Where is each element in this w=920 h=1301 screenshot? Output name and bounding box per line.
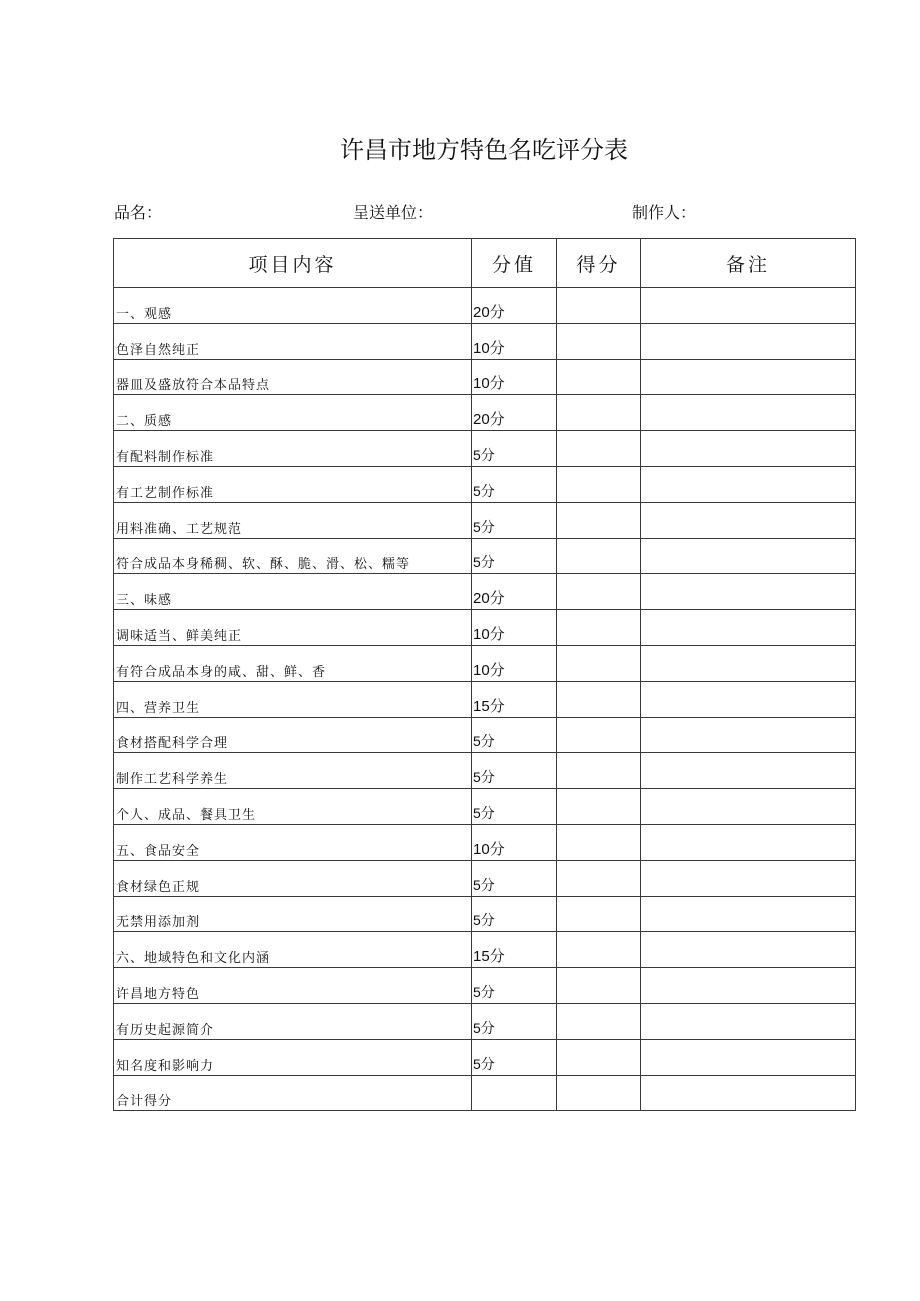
points-cell: 5分: [472, 1003, 557, 1039]
score-cell[interactable]: [557, 502, 641, 538]
points-cell: 5分: [472, 968, 557, 1004]
table-row: [114, 717, 856, 753]
score-cell[interactable]: [557, 431, 641, 467]
header-points: 分值: [472, 239, 557, 288]
score-cell[interactable]: [557, 610, 641, 646]
score-cell[interactable]: [557, 395, 641, 431]
points-cell: 10分: [472, 824, 557, 860]
header-item-content: 项目内容: [114, 239, 472, 288]
note-cell[interactable]: [641, 395, 856, 431]
note-cell[interactable]: [641, 860, 856, 896]
item-cell: 一、观感: [114, 288, 472, 324]
note-cell[interactable]: [641, 1003, 856, 1039]
note-cell[interactable]: [641, 359, 856, 395]
points-cell: 10分: [472, 323, 557, 359]
table-row: [114, 431, 856, 467]
points-cell: 5分: [472, 896, 557, 932]
note-cell[interactable]: [641, 466, 856, 502]
points-cell: 15分: [472, 681, 557, 717]
table-row: [114, 860, 856, 896]
note-cell[interactable]: [641, 288, 856, 324]
points-cell: 10分: [472, 645, 557, 681]
note-cell[interactable]: [641, 896, 856, 932]
note-cell[interactable]: [641, 968, 856, 1004]
item-cell: 有工艺制作标准: [114, 466, 472, 502]
table-row: [114, 323, 856, 359]
note-cell[interactable]: [641, 538, 856, 574]
points-cell: 5分: [472, 1039, 557, 1075]
points-cell: 20分: [472, 288, 557, 324]
score-cell[interactable]: [557, 824, 641, 860]
maker-label: 制作人：: [632, 203, 697, 222]
points-cell: 5分: [472, 789, 557, 825]
table-row: [114, 789, 856, 825]
score-cell[interactable]: [557, 1039, 641, 1075]
table-header-row: [114, 239, 856, 288]
points-cell: 5分: [472, 431, 557, 467]
points-cell: 20分: [472, 395, 557, 431]
points-cell: 5分: [472, 860, 557, 896]
note-cell[interactable]: [641, 323, 856, 359]
header-notes: 备注: [641, 239, 856, 288]
submitting-unit-label: 呈送单位：: [353, 203, 434, 222]
item-cell: 调味适当、鲜美纯正: [114, 610, 472, 646]
note-cell[interactable]: [641, 431, 856, 467]
score-cell[interactable]: [557, 645, 641, 681]
item-cell: 二、质感: [114, 395, 472, 431]
table-row: [114, 896, 856, 932]
table-row: [114, 538, 856, 574]
item-cell: 许昌地方特色: [114, 968, 472, 1004]
points-cell: 5分: [472, 502, 557, 538]
note-cell[interactable]: [641, 502, 856, 538]
table-row: [114, 610, 856, 646]
table-row: [114, 824, 856, 860]
table-row: [114, 288, 856, 324]
table-row: [114, 681, 856, 717]
item-cell: 制作工艺科学养生: [114, 753, 472, 789]
note-cell[interactable]: [641, 789, 856, 825]
score-cell[interactable]: [557, 789, 641, 825]
score-cell[interactable]: [557, 896, 641, 932]
points-cell: 20分: [472, 574, 557, 610]
points-cell: 10分: [472, 610, 557, 646]
points-cell: 5分: [472, 538, 557, 574]
table-row: [114, 502, 856, 538]
note-cell[interactable]: [641, 824, 856, 860]
table-row: [114, 968, 856, 1004]
scoring-table: [113, 238, 856, 1111]
table-row: [114, 645, 856, 681]
note-cell[interactable]: [641, 932, 856, 968]
item-cell: 用料准确、工艺规范: [114, 502, 472, 538]
score-cell[interactable]: [557, 717, 641, 753]
item-cell: 符合成品本身稀稠、软、酥、脆、滑、松、糯等: [114, 538, 472, 574]
points-cell: 5分: [472, 717, 557, 753]
item-cell: 个人、成品、餐具卫生: [114, 789, 472, 825]
item-cell: 四、营养卫生: [114, 681, 472, 717]
score-cell[interactable]: [557, 932, 641, 968]
note-cell[interactable]: [641, 753, 856, 789]
item-cell: 器皿及盛放符合本品特点: [114, 359, 472, 395]
note-cell[interactable]: [641, 610, 856, 646]
table-row: [114, 1075, 856, 1111]
item-cell: 五、食品安全: [114, 824, 472, 860]
note-cell[interactable]: [641, 717, 856, 753]
item-cell: 有配料制作标准: [114, 431, 472, 467]
score-cell[interactable]: [557, 968, 641, 1004]
note-cell[interactable]: [641, 574, 856, 610]
item-cell: 有历史起源简介: [114, 1003, 472, 1039]
item-cell: 无禁用添加剂: [114, 896, 472, 932]
note-cell[interactable]: [641, 681, 856, 717]
item-cell: 色泽自然纯正: [114, 323, 472, 359]
score-cell[interactable]: [557, 288, 641, 324]
score-cell[interactable]: [557, 466, 641, 502]
score-cell[interactable]: [557, 359, 641, 395]
score-cell[interactable]: [557, 323, 641, 359]
score-cell[interactable]: [557, 860, 641, 896]
score-cell[interactable]: [557, 538, 641, 574]
table-row: [114, 574, 856, 610]
item-cell: 食材搭配科学合理: [114, 717, 472, 753]
points-cell: 5分: [472, 753, 557, 789]
score-cell[interactable]: [557, 753, 641, 789]
item-cell: 知名度和影响力: [114, 1039, 472, 1075]
points-cell: 10分: [472, 359, 557, 395]
item-cell: 合计得分: [114, 1075, 472, 1111]
note-cell[interactable]: [641, 1075, 856, 1111]
points-cell: 15分: [472, 932, 557, 968]
note-cell[interactable]: [641, 645, 856, 681]
table-row: [114, 466, 856, 502]
score-cell[interactable]: [557, 1075, 641, 1111]
item-cell: 有符合成品本身的咸、甜、鲜、香: [114, 645, 472, 681]
score-cell[interactable]: [557, 681, 641, 717]
item-cell: 食材绿色正规: [114, 860, 472, 896]
page-title: 许昌市地方特色名吃评分表: [340, 136, 628, 164]
product-name-label: 品名：: [114, 203, 163, 222]
table-row: [114, 395, 856, 431]
item-cell: 六、地域特色和文化内涵: [114, 932, 472, 968]
header-score: 得分: [557, 239, 641, 288]
score-cell[interactable]: [557, 574, 641, 610]
score-cell[interactable]: [557, 1003, 641, 1039]
table-row: [114, 1003, 856, 1039]
table-row: [114, 359, 856, 395]
points-cell: 5分: [472, 466, 557, 502]
table-row: [114, 1039, 856, 1075]
item-cell: 三、味感: [114, 574, 472, 610]
points-cell: [472, 1075, 557, 1111]
note-cell[interactable]: [641, 1039, 856, 1075]
table-row: [114, 753, 856, 789]
table-row: [114, 932, 856, 968]
